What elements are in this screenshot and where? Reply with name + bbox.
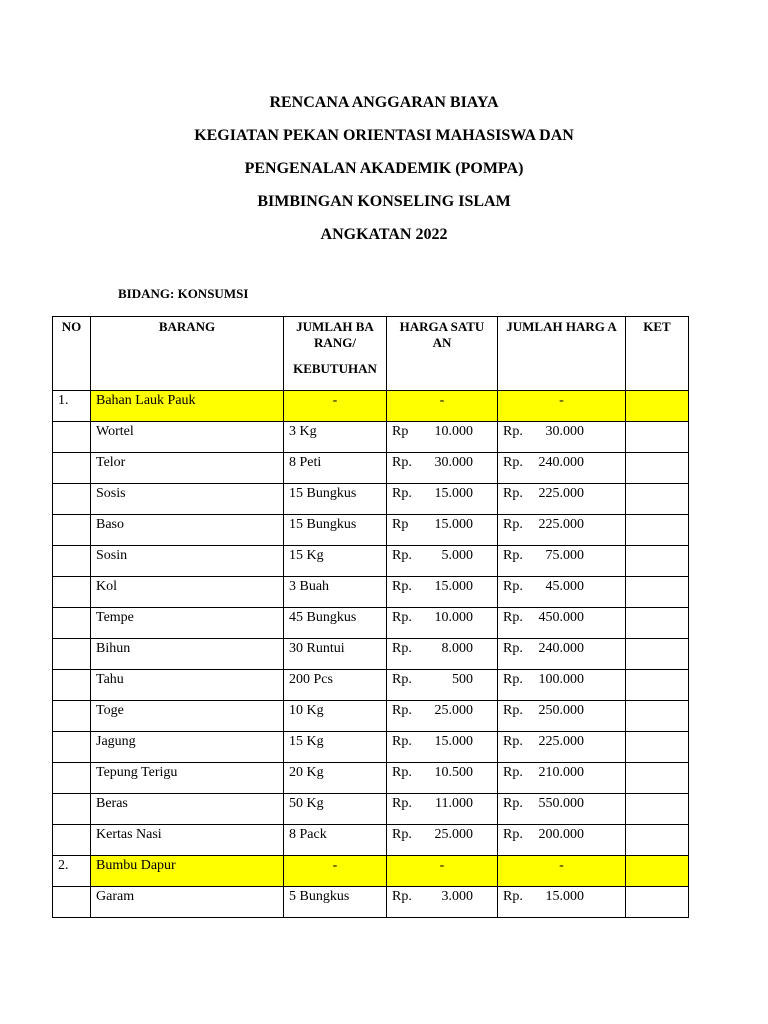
cell-harga-currency: Rp — [392, 517, 409, 532]
cell-total-amount: 250.000 — [538, 703, 584, 718]
cell-jumlah: 3 Buah — [284, 577, 387, 608]
cell-harga — [387, 608, 498, 639]
header-no: NO — [53, 317, 91, 391]
cell-harga — [387, 639, 498, 670]
cell-no — [53, 453, 91, 484]
cell-ket — [626, 670, 689, 701]
cell-total — [498, 577, 626, 608]
table-row — [53, 453, 689, 484]
cell-total — [498, 608, 626, 639]
cell-total — [498, 515, 626, 546]
cell-barang: Beras — [91, 794, 284, 825]
cell-no — [53, 546, 91, 577]
cell-jumlah: 8 Pack — [284, 825, 387, 856]
cell-ket — [626, 453, 689, 484]
cell-total — [498, 453, 626, 484]
title-line-4: BIMBINGAN KONSELING ISLAM — [257, 193, 511, 210]
cell-total-currency: Rp. — [503, 796, 523, 811]
table-row — [53, 639, 689, 670]
cell-no — [53, 701, 91, 732]
cell-total-currency: Rp. — [503, 672, 523, 687]
cell-jumlah: 45 Bungkus — [284, 608, 387, 639]
header-barang: BARANG — [91, 317, 284, 391]
cell-total — [498, 670, 626, 701]
cell-no — [53, 422, 91, 453]
cell-harga-currency: Rp. — [392, 796, 412, 811]
cell-harga-currency: Rp — [392, 424, 409, 439]
cell-harga-currency: Rp. — [392, 579, 412, 594]
cell-total — [498, 546, 626, 577]
cell-total — [498, 701, 626, 732]
cell-harga-amount: 500 — [452, 672, 473, 687]
cell-barang: Bahan Lauk Pauk — [91, 391, 284, 422]
cell-no — [53, 639, 91, 670]
table-group-row — [53, 391, 689, 422]
cell-total-currency: Rp. — [503, 889, 523, 904]
cell-ket — [626, 391, 689, 422]
cell-total-currency: Rp. — [503, 424, 523, 439]
cell-harga-amount: 11.000 — [435, 796, 473, 811]
cell-harga-currency: Rp. — [392, 548, 412, 563]
title-line-2: KEGIATAN PEKAN ORIENTASI MAHASISWA DAN — [194, 127, 574, 144]
cell-barang: Kertas Nasi — [91, 825, 284, 856]
table-row — [53, 608, 689, 639]
cell-total-currency: Rp. — [503, 579, 523, 594]
cell-ket — [626, 484, 689, 515]
cell-harga — [387, 701, 498, 732]
cell-harga — [387, 794, 498, 825]
header-jumlah-barang-line-2: KEBUTUHAN — [293, 361, 377, 376]
table-row — [53, 422, 689, 453]
cell-harga-currency: Rp. — [392, 889, 412, 904]
cell-ket — [626, 608, 689, 639]
table-row — [53, 546, 689, 577]
cell-harga-amount: 15.000 — [434, 486, 473, 501]
cell-no — [53, 825, 91, 856]
cell-jumlah: 3 Kg — [284, 422, 387, 453]
cell-ket — [626, 422, 689, 453]
cell-no — [53, 887, 91, 918]
header-harga-satuan: HARGA SATU AN — [387, 317, 498, 391]
cell-jumlah: 15 Bungkus — [284, 515, 387, 546]
cell-harga-currency: Rp. — [392, 703, 412, 718]
cell-jumlah: - — [284, 391, 387, 422]
cell-barang: Telor — [91, 453, 284, 484]
header-jumlah-barang — [284, 317, 387, 391]
cell-total-currency: Rp. — [503, 703, 523, 718]
table-row — [53, 794, 689, 825]
cell-ket — [626, 825, 689, 856]
header-jumlah-harga: JUMLAH HARG A — [498, 317, 626, 391]
cell-ket — [626, 732, 689, 763]
cell-harga-amount: 15.000 — [434, 579, 473, 594]
cell-jumlah: - — [284, 856, 387, 887]
cell-no — [53, 763, 91, 794]
cell-total — [498, 639, 626, 670]
cell-harga — [387, 887, 498, 918]
cell-no — [53, 670, 91, 701]
table-row — [53, 887, 689, 918]
table-row — [53, 484, 689, 515]
cell-harga-amount: 10.000 — [434, 610, 473, 625]
cell-harga-amount: 30.000 — [434, 455, 473, 470]
cell-total-currency: Rp. — [503, 610, 523, 625]
cell-ket — [626, 763, 689, 794]
cell-harga-currency: Rp. — [392, 765, 412, 780]
cell-jumlah: 5 Bungkus — [284, 887, 387, 918]
title-line-1: RENCANA ANGGARAN BIAYA — [269, 94, 499, 111]
cell-total-amount: 30.000 — [545, 424, 584, 439]
cell-ket — [626, 701, 689, 732]
cell-harga-currency: Rp. — [392, 827, 412, 842]
table-row — [53, 577, 689, 608]
cell-jumlah: 15 Bungkus — [284, 484, 387, 515]
cell-no: 1. — [53, 391, 91, 422]
cell-no — [53, 794, 91, 825]
cell-harga-amount: 25.000 — [434, 703, 473, 718]
cell-harga-currency: Rp. — [392, 672, 412, 687]
budget-table — [52, 316, 689, 918]
cell-harga — [387, 453, 498, 484]
cell-total — [498, 825, 626, 856]
cell-total-amount: 15.000 — [545, 889, 584, 904]
cell-total — [498, 794, 626, 825]
table-row — [53, 763, 689, 794]
cell-harga-amount: 10.000 — [434, 424, 473, 439]
cell-total: - — [498, 391, 626, 422]
cell-jumlah: 30 Runtui — [284, 639, 387, 670]
cell-jumlah: 20 Kg — [284, 763, 387, 794]
cell-harga-amount: 5.000 — [441, 548, 473, 563]
cell-harga: - — [387, 391, 498, 422]
table-row — [53, 732, 689, 763]
cell-ket — [626, 794, 689, 825]
title-line-3: PENGENALAN AKADEMIK (POMPA) — [244, 160, 524, 177]
cell-barang: Garam — [91, 887, 284, 918]
cell-total-amount: 210.000 — [538, 765, 584, 780]
cell-harga — [387, 732, 498, 763]
cell-total-currency: Rp. — [503, 517, 523, 532]
section-label: BIDANG: KONSUMSI — [118, 286, 249, 301]
cell-harga-amount: 15.000 — [434, 734, 473, 749]
cell-total: - — [498, 856, 626, 887]
cell-total-currency: Rp. — [503, 548, 523, 563]
cell-total-amount: 75.000 — [545, 548, 584, 563]
cell-total-amount: 45.000 — [545, 579, 584, 594]
table-row — [53, 515, 689, 546]
header-jumlah-barang-line-1: JUMLAH BA RANG/ — [296, 319, 374, 350]
cell-barang: Jagung — [91, 732, 284, 763]
cell-jumlah: 8 Peti — [284, 453, 387, 484]
table-row — [53, 670, 689, 701]
cell-harga — [387, 763, 498, 794]
cell-total-amount: 240.000 — [538, 641, 584, 656]
cell-total — [498, 887, 626, 918]
table-row — [53, 825, 689, 856]
cell-barang: Tempe — [91, 608, 284, 639]
cell-total — [498, 763, 626, 794]
cell-no — [53, 608, 91, 639]
cell-jumlah: 10 Kg — [284, 701, 387, 732]
cell-harga: - — [387, 856, 498, 887]
cell-jumlah: 15 Kg — [284, 546, 387, 577]
cell-total — [498, 422, 626, 453]
cell-barang: Sosis — [91, 484, 284, 515]
table-body — [53, 391, 689, 918]
cell-total-currency: Rp. — [503, 641, 523, 656]
cell-harga-currency: Rp. — [392, 486, 412, 501]
cell-barang: Tepung Terigu — [91, 763, 284, 794]
cell-total-amount: 240.000 — [538, 455, 584, 470]
header-ket: KET — [626, 317, 689, 391]
cell-harga — [387, 422, 498, 453]
cell-total-amount: 225.000 — [538, 486, 584, 501]
document-title — [0, 92, 768, 257]
table-header-row — [53, 317, 689, 391]
cell-barang: Kol — [91, 577, 284, 608]
cell-harga — [387, 484, 498, 515]
cell-harga-currency: Rp. — [392, 734, 412, 749]
cell-harga — [387, 577, 498, 608]
table-row — [53, 701, 689, 732]
cell-total-amount: 225.000 — [538, 734, 584, 749]
cell-barang: Bihun — [91, 639, 284, 670]
cell-ket — [626, 887, 689, 918]
cell-ket — [626, 577, 689, 608]
cell-no — [53, 732, 91, 763]
title-line-5: ANGKATAN 2022 — [320, 226, 448, 243]
cell-jumlah: 50 Kg — [284, 794, 387, 825]
cell-no: 2. — [53, 856, 91, 887]
cell-barang: Baso — [91, 515, 284, 546]
cell-total-currency: Rp. — [503, 827, 523, 842]
cell-harga — [387, 515, 498, 546]
cell-harga-amount: 10.500 — [434, 765, 473, 780]
cell-barang: Bumbu Dapur — [91, 856, 284, 887]
cell-ket — [626, 546, 689, 577]
cell-total-amount: 200.000 — [538, 827, 584, 842]
cell-harga — [387, 670, 498, 701]
cell-no — [53, 577, 91, 608]
cell-harga-amount: 25.000 — [434, 827, 473, 842]
cell-total-amount: 225.000 — [538, 517, 584, 532]
cell-harga-amount: 8.000 — [441, 641, 473, 656]
cell-no — [53, 484, 91, 515]
cell-harga-currency: Rp. — [392, 641, 412, 656]
cell-jumlah: 200 Pcs — [284, 670, 387, 701]
cell-harga-amount: 15.000 — [434, 517, 473, 532]
cell-total-amount: 450.000 — [538, 610, 584, 625]
cell-ket — [626, 856, 689, 887]
cell-harga-currency: Rp. — [392, 610, 412, 625]
cell-total-amount: 100.000 — [538, 672, 584, 687]
cell-ket — [626, 639, 689, 670]
cell-harga-amount: 3.000 — [441, 889, 473, 904]
cell-harga — [387, 546, 498, 577]
table-group-row — [53, 856, 689, 887]
cell-jumlah: 15 Kg — [284, 732, 387, 763]
cell-no — [53, 515, 91, 546]
cell-total-currency: Rp. — [503, 734, 523, 749]
cell-ket — [626, 515, 689, 546]
cell-total-amount: 550.000 — [538, 796, 584, 811]
cell-total — [498, 484, 626, 515]
cell-harga-currency: Rp. — [392, 455, 412, 470]
cell-total-currency: Rp. — [503, 765, 523, 780]
cell-barang: Wortel — [91, 422, 284, 453]
cell-harga — [387, 825, 498, 856]
cell-total-currency: Rp. — [503, 455, 523, 470]
cell-total-currency: Rp. — [503, 486, 523, 501]
cell-total — [498, 732, 626, 763]
cell-barang: Toge — [91, 701, 284, 732]
cell-barang: Sosin — [91, 546, 284, 577]
cell-barang: Tahu — [91, 670, 284, 701]
